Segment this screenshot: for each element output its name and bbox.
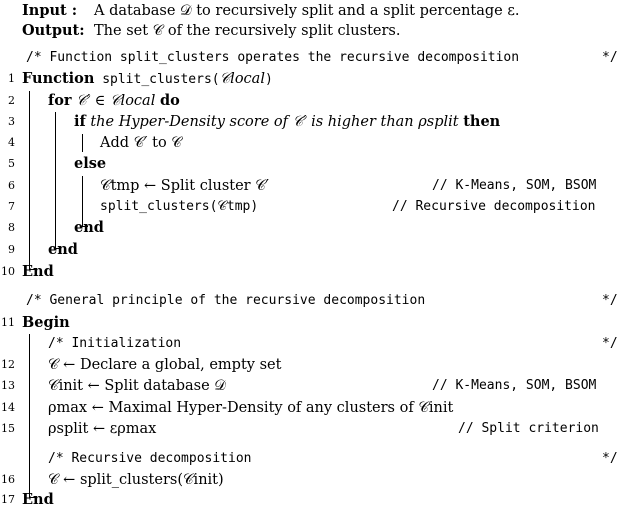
algo-line-10: 10 End <box>0 261 628 283</box>
keyword-else: else <box>74 155 107 172</box>
algo-line-16: 16 𝒞 ← split_clusters(𝒞init) <box>1 472 224 488</box>
main-block-rule <box>29 334 30 497</box>
input-line <box>0 0 628 22</box>
for-block-rule <box>55 112 56 248</box>
algo-line-13: 13 𝒞init ← Split database 𝒟 // K-Means, SOM, BSOM <box>0 375 628 397</box>
keyword-then: then <box>463 113 501 130</box>
comment-recursive-decomposition: /* Recursive decomposition */ <box>48 451 618 466</box>
function-block-rule <box>29 91 30 269</box>
line-number: 1 <box>8 72 15 85</box>
function-block-hook <box>29 269 35 270</box>
comment-recursive: // Recursive decomposition <box>392 199 596 214</box>
output-text: The set 𝒞 of the recursively split clusters. <box>94 23 401 39</box>
algo-line-9: 9 end <box>0 239 628 261</box>
keyword-end: End <box>22 491 54 508</box>
algo-line-15: 15 ρsplit ← ερmax // Split criterion <box>0 418 628 440</box>
comment-methods: // K-Means, SOM, BSOM <box>432 378 597 393</box>
input-label: Input <box>22 2 67 19</box>
main-block-hook <box>29 497 35 498</box>
comment-general: /* General principle of the recursive decomposition */ <box>26 293 618 308</box>
algo-line-1: 1 Function split_clusters(𝒞local) <box>0 68 628 90</box>
keyword-end: End <box>22 263 54 280</box>
keyword-end: end <box>48 241 78 258</box>
algo-line-4: 4 Add 𝒞′ to 𝒞 <box>8 135 182 151</box>
comment-function: /* Function split_clusters operates the recursive decomposition */ <box>26 50 618 65</box>
input-text: A database 𝒟 to recursively split and a split percentage ε. <box>94 3 520 19</box>
algo-line-17: 17 End <box>0 489 628 511</box>
output-label: Output: <box>22 22 85 39</box>
algo-line-2: 2 for 𝒞′ ∈ 𝒞local do <box>8 92 180 109</box>
keyword-if: if <box>74 113 86 130</box>
algo-line-7: 7 split_clusters(𝒞tmp) // Recursive decomposition <box>0 196 628 218</box>
keyword-end: end <box>74 219 104 236</box>
algo-line-11: 11 Begin <box>0 312 628 334</box>
keyword-begin: Begin <box>22 314 70 331</box>
keyword-function: Function <box>22 70 95 87</box>
algo-line-6: 6 𝒞tmp ← Split cluster 𝒞′ // K-Means, SOM, BSOM <box>0 175 628 197</box>
else-block-rule <box>82 176 83 226</box>
keyword-do: do <box>159 92 180 109</box>
input-separator: : <box>66 2 78 19</box>
comment-split-criterion: // Split criterion <box>458 421 599 436</box>
output-line <box>0 20 628 42</box>
algo-line-3: 3 if the Hyper-Density score of 𝒞′ is higher than ρsplit then <box>8 113 501 130</box>
algo-line-5: 5 else <box>0 153 628 175</box>
comment-initialization: /* Initialization */ <box>48 336 618 351</box>
if-block-rule <box>82 134 83 152</box>
algo-line-8: 8 end <box>0 217 628 239</box>
comment-methods: // K-Means, SOM, BSOM <box>432 178 597 193</box>
else-block-hook <box>82 226 88 227</box>
keyword-for: for <box>48 92 72 109</box>
algo-line-14: 14 ρmax ← Maximal Hyper-Density of any clusters of 𝒞init <box>1 400 454 416</box>
algo-line-12: 12 𝒞 ← Declare a global, empty set <box>1 357 282 373</box>
for-block-hook <box>55 248 61 249</box>
